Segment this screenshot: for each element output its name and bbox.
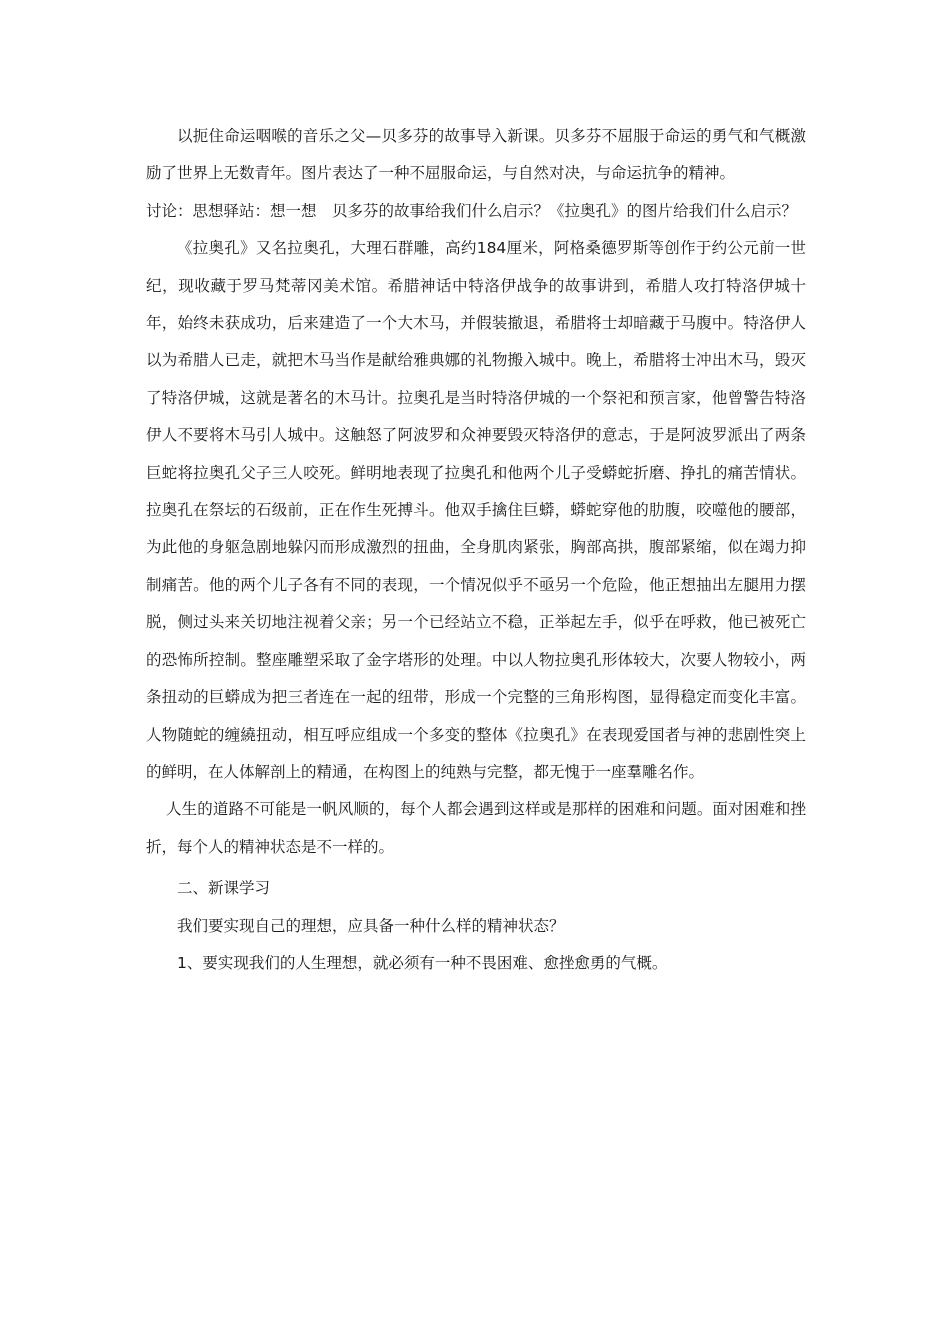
section-heading: 二、新课学习 <box>177 879 271 898</box>
point-1-paragraph: 1、要实现我们的人生理想，就必须有一种不畏困难、愈挫愈勇的气概。 <box>177 953 668 972</box>
document-body <box>146 118 806 982</box>
question-paragraph: 我们要实现自己的理想，应具备一种什么样的精神状态？ <box>177 916 565 935</box>
intro-paragraph: 以扼住命运咽喉的音乐之父—贝多芬的故事导入新课。贝多芬不屈服于命运的勇气和气概激励了世界上无数青年。图片表达了一种不屈服命运，与自然对决，与命运抗争的精神。 <box>146 127 806 183</box>
life-road-paragraph: 人生的道路不可能是一帆风顺的，每个人都会遇到这样或是那样的困难和问题。面对困难和挫折，每个人的精神状态是不一样的。 <box>146 800 806 856</box>
laocoon-paragraph: 《拉奥孔》又名拉奥孔，大理石群雕，高约184厘米，阿格桑德罗斯等创作于约公元前一世纪，现收藏于罗马梵蒂冈美术馆。希腊神话中特洛伊战争的故事讲到，希腊人攻打特洛伊城十年，始终未获成功，后来建造了一个大木马，并假装撤退，希腊将士却暗藏于马腹中。特洛伊人以为希腊人已走，就把木马当作是献给雅典娜的礼物搬入城中。晚上，希腊将士冲出木马，毁灭了特洛伊城，这就是著名的木马计。拉奥孔是当时特洛伊城的一个祭祀和预言家，他曾警告特洛伊人不要将木马引人城中。这触怒了阿波罗和众神要毁灭特洛伊的意志，于是阿波罗派出了两条巨蛇将拉奥孔父子三人咬死。鲜明地表现了拉奥孔和他两个儿子受蟒蛇折磨、挣扎的痛苦情状。拉奥孔在祭坛的石级前，正在作生死搏斗。他双手擒住巨蟒，蟒蛇穿他的肋腹，咬噬他的腰部，为此他的身躯急剧地躲闪而形成激烈的扭曲，全身肌肉紧张，胸部高拱，腹部紧缩，似在竭力抑制痛苦。他的两个儿子各有不同的表现，一个情况似乎不亟另一个危险，他正想抽出左腿用力摆脱，侧过头来关切地注视着父亲；另一个已经站立不稳，正举起左手，似乎在呼救，他已被死亡的恐怖所控制。整座雕塑采取了金字塔形的处理。中以人物拉奥孔形体较大，次要人物较小，两条扭动的巨蟒成为把三者连在一起的纽带，形成一个完整的三角形构图，显得稳定而变化丰富。人物随蛇的缠繞扭动，相互呼应组成一个多变的整体《拉奥孔》在表现爱国者与神的悲剧性突上的鲜明，在人体解剖上的精通，在构图上的纯熟与完整，都无愧于一座羣雕名作。 <box>146 239 806 781</box>
discussion-paragraph: 讨论：思想驿站：想一想 贝多芬的故事给我们什么启示？《拉奥孔》的图片给我们什么启示？ <box>146 201 798 220</box>
